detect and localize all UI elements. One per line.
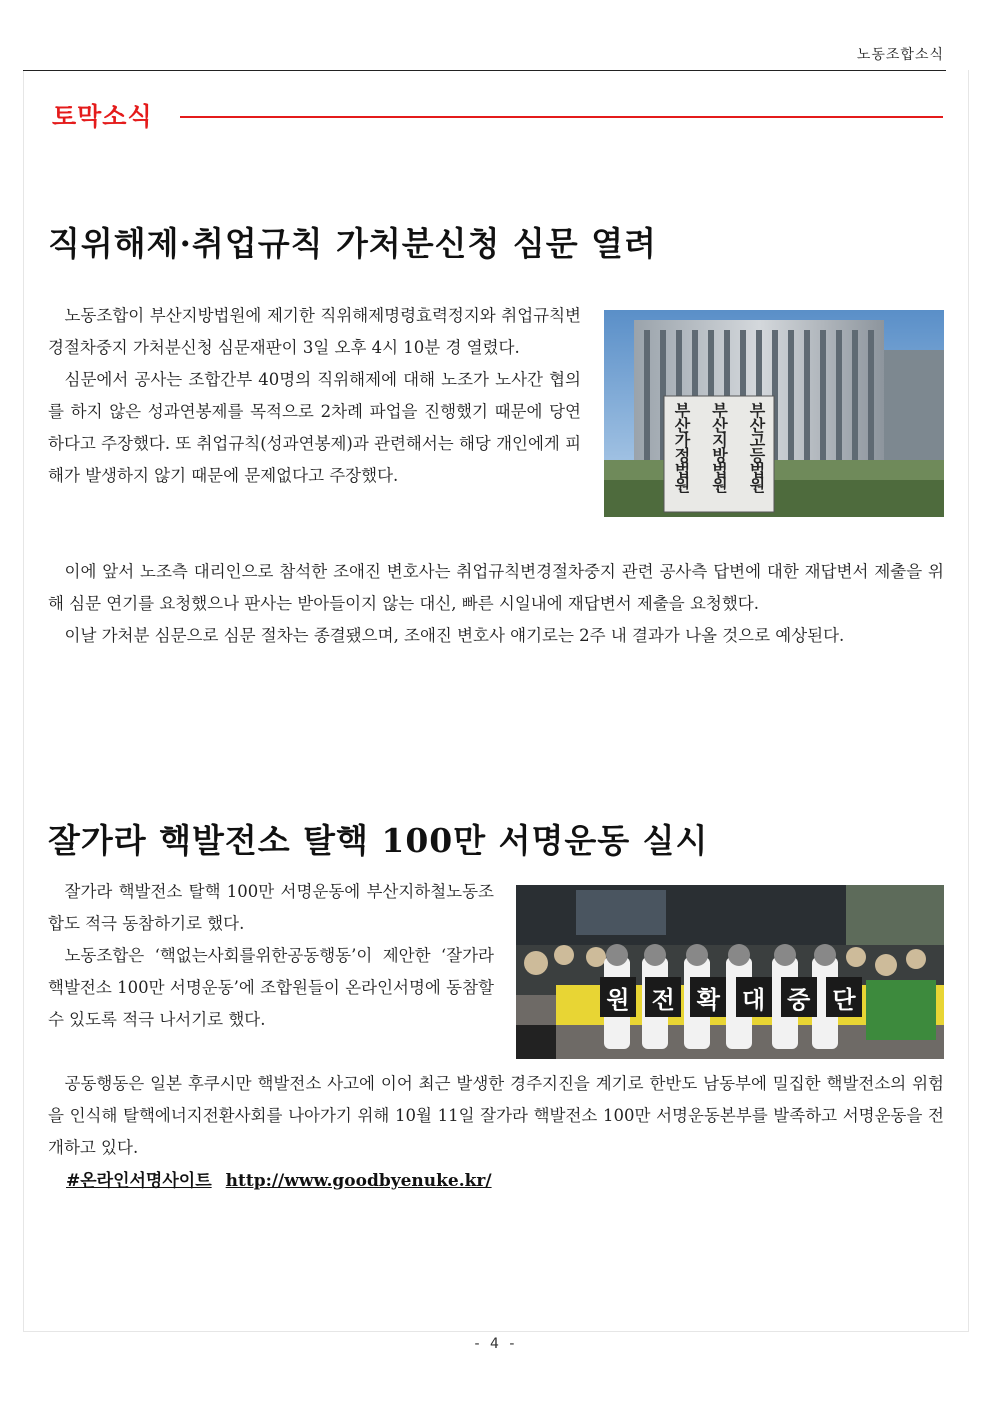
article2-paragraph: 노동조합은 ‘핵없는사회를위한공동행동’이 제안한 ‘잘가라 핵발전소 100만 서명운동’에 조합원들이 온라인서명에 동참할 수 있도록 적극 나서기로 했다. (48, 946, 494, 1029)
court-building-photo (604, 310, 944, 517)
article1-headline: 직위해제·취업규칙 가처분신청 심문 열려 (48, 224, 657, 263)
article1-paragraph: 심문에서 공사는 조합간부 40명의 직위해제에 대해 노조가 노사간 협의를 하지 않은 성과연봉제를 목적으로 2차례 파업을 진행했기 때문에 당연하다고 주장했다. 또 취업규칙(성과연봉제)과 관련해서는 해당 개인에게 피해가 발생하지 않기 때문에 문제없다고 주장했다. (48, 370, 582, 485)
placard: 대 (736, 977, 772, 1017)
page-number: - 4 - (474, 1336, 518, 1352)
article2-paragraph: 잘가라 핵발전소 탈핵 100만 서명운동에 부산지하철노동조합도 적극 동참하기로 했다. (48, 882, 494, 933)
court-sign-column: 부산고등법원 (747, 402, 766, 492)
placard-row (600, 977, 862, 1019)
article1-paragraph: 이에 앞서 노조측 대리인으로 참석한 조애진 변호사는 취업규칙변경절차중지 관련 공사측 답변에 대한 재답변서 제출을 위해 심문 연기를 요청했으나 판사는 받아들이지 않는 대신, 빠른 시일내에 재답변서 제출을 요청했다. (48, 562, 944, 613)
court-sign-column: 부산지방법원 (709, 402, 729, 492)
protest-photo (516, 885, 944, 1059)
placard: 전 (645, 977, 681, 1017)
article2-side-text (48, 876, 494, 1036)
section-label: 토막소식 (52, 102, 153, 131)
article1-full-text (48, 556, 944, 652)
article1-side-text (48, 300, 581, 492)
section-rule (180, 116, 943, 118)
placard: 단 (826, 977, 862, 1017)
article2-headline: 잘가라 핵발전소 탈핵 100만 서명운동 실시 (48, 821, 709, 860)
petition-link-url[interactable]: http://www.goodbyenuke.kr/ (225, 1171, 492, 1191)
petition-link-line[interactable] (66, 1166, 506, 1191)
placard: 중 (781, 977, 817, 1017)
placard: 원 (600, 977, 636, 1017)
placard: 확 (690, 977, 726, 1017)
header-title: 노동조합소식 (856, 47, 944, 63)
article2-paragraph: 공동행동은 일본 후쿠시만 핵발전소 사고에 이어 최근 발생한 경주지진을 계기로 한반도 남동부에 밀집한 핵발전소의 위험을 인식해 탈핵에너지전환사회를 나아가기 위해 10월 11일 잘가라 핵발전소 100만 서명운동본부를 발족하고 서명운동을 전개하고 있다. (48, 1074, 944, 1157)
court-sign-column: 부산가정법원 (672, 402, 691, 492)
article2-full-text (48, 1068, 944, 1164)
court-sign (670, 402, 768, 506)
petition-link-label: #온라인서명사이트 (66, 1171, 212, 1191)
article1-paragraph: 노동조합이 부산지방법원에 제기한 직위해제명령효력정지와 취업규칙변경절차중지 가처분신청 심문재판이 3일 오후 4시 10분 경 열렸다. (48, 306, 581, 357)
article1-paragraph: 이날 가처분 심문으로 심문 절차는 종결됐으며, 조애진 변호사 얘기로는 2주 내 결과가 나올 것으로 예상된다. (64, 626, 845, 645)
header-rule (23, 70, 946, 71)
